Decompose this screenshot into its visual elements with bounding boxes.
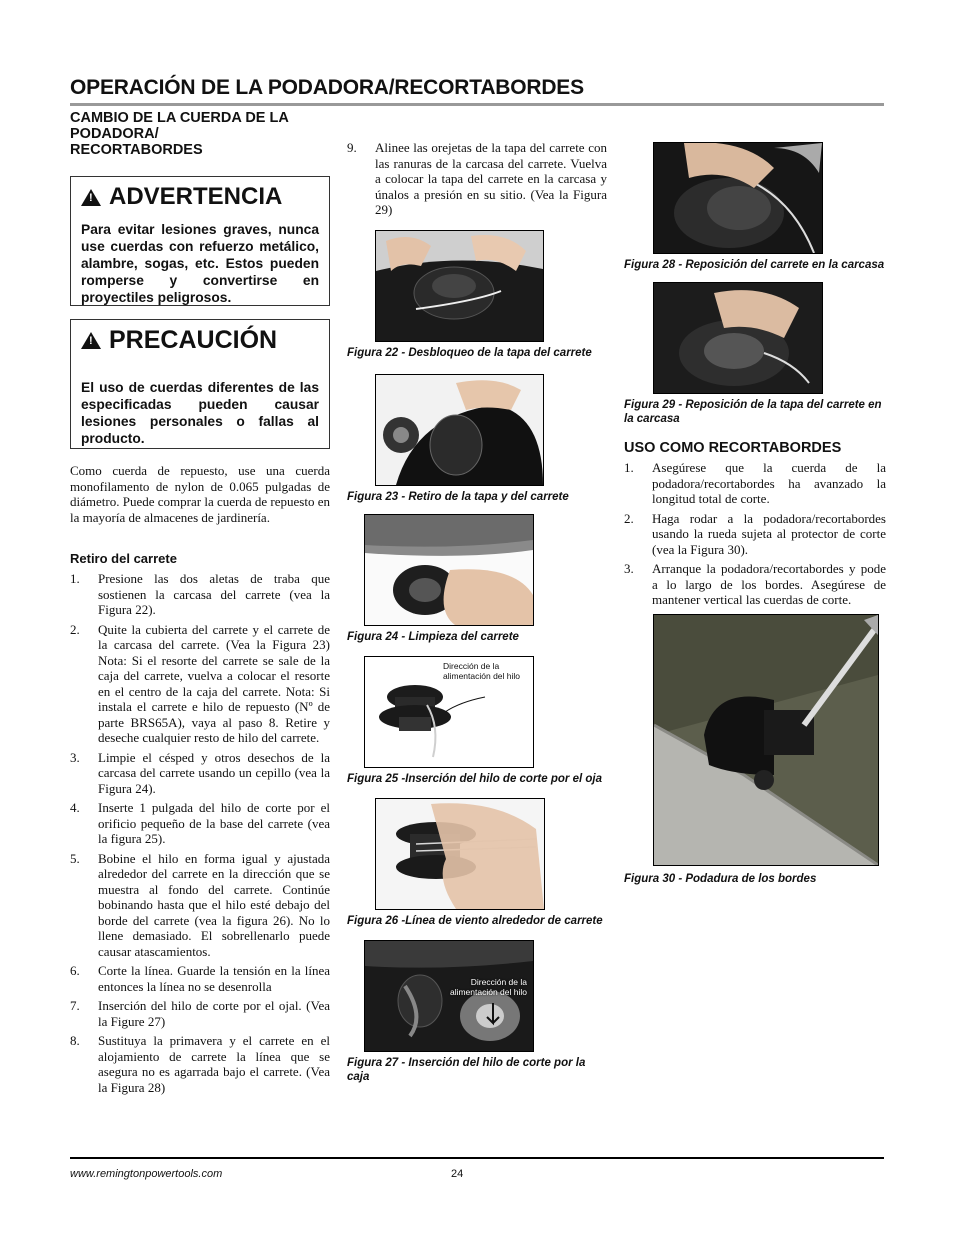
title-rule	[70, 103, 884, 106]
feed-direction-label: Dirección de la alimentación del hilo	[449, 976, 527, 997]
right-column	[624, 140, 886, 886]
feed-direction-label: Dirección de la alimentación del hilo	[443, 660, 521, 681]
page-number: 24	[451, 1168, 464, 1180]
warning-box	[70, 176, 330, 306]
list-item: 5. Bobine el hilo en forma igual y ajustada alrededor del carrete en la dirección que se muestra al fondo del carrete. Continúe bobinando hasta que el hilo esté debajo del borde del carrete (vea la figura 26). No lo llene demasiado. El sobrellenarlo puede causar atascamientos.	[70, 850, 330, 959]
figure-23-image	[375, 374, 544, 486]
uso-heading: USO COMO RECORTABORDES	[624, 440, 842, 456]
footer-url: www.remingtonpowertools.com	[70, 1168, 223, 1180]
line-winding-illustration	[376, 799, 544, 909]
figure-28-image	[653, 142, 823, 254]
list-item: 4. Inserte 1 pulgada del hilo de corte por el orificio pequeño de la base del carrete (vea la figura 25).	[70, 800, 330, 846]
list-item: 2. Quite la cubierta del carrete y el carrete de la carcasa del carrete. (Vea la Figura 23) Nota: Si el resorte del carrete se sale de la caja del carrete, vuelva a colocar el resorte en el centro de la caja del carrete. Nota: Si instala el carrete e hilo de repuesto (Nº de parte BRS65A), vaya al paso 8. Retire y deseche cualquier resto de hilo del carrete.	[70, 621, 330, 745]
list-item: 2. Haga rodar a la podadora/recortabordes usando la rueda sujeta al protector de corte (vea la Figura 30).	[624, 510, 886, 557]
figure-24-caption: Figura 24 - Limpieza del carrete	[347, 630, 519, 643]
caution-text: El uso de cuerdas diferentes de las especificadas pueden causar lesiones personales o fallas al producto.	[81, 380, 319, 446]
cap-reposition-illustration	[654, 283, 822, 393]
section-subheading: CAMBIO DE LA CUERDA DE LA PODADORA/ RECORTABORDES	[70, 110, 289, 158]
edging-illustration	[654, 615, 878, 865]
intro-paragraph: Como cuerda de repuesto, use una cuerda monofilamento de nylon de 0.065 pulgadas de diámetro. Puede comprar la cuerda de repuesto en la mayoría de almacenes de jardinería.	[70, 463, 330, 525]
figure-24-image	[364, 514, 534, 626]
caution-box	[70, 319, 330, 449]
middle-column	[347, 140, 607, 1084]
retiro-steps	[70, 571, 330, 1095]
caution-title: PRECAUCIÓN	[109, 326, 278, 354]
figure-28-caption: Figura 28 - Reposición del carrete en la carcasa	[624, 259, 885, 271]
caution-icon: !	[81, 332, 101, 349]
left-column	[70, 110, 330, 1099]
figure-26-image	[375, 798, 545, 910]
list-item: 3. Limpie el césped y otros desechos de la carcasa del carrete usando un cepillo (vea la Figura 24).	[70, 749, 330, 796]
page-title: OPERACIÓN DE LA PODADORA/RECORTABORDES	[70, 76, 584, 99]
list-item: 7. Inserción del hilo de corte por el ojal. (Vea la Figure 27)	[70, 998, 330, 1029]
list-item: 8. Sustituya la primavera y el carrete en el alojamiento de carrete la línea que se asegura no es agarrada bajo el carrete. (Vea la Figura 28)	[70, 1033, 330, 1095]
spool-cap-illustration	[376, 231, 543, 341]
footer-rule	[70, 1157, 884, 1159]
list-item: 1. Presione las dos aletas de traba que sostienen la carcasa del carrete (vea la Figura 22).	[70, 571, 330, 617]
retiro-heading: Retiro del carrete	[70, 551, 177, 566]
spool-removal-illustration	[376, 375, 543, 485]
list-item: 9. Alinee las orejetas de la tapa del carrete con las ranuras de la carcasa del carrete. Vuelva a colocar la tapa del carrete en la carcasa y únalos a presión en su sitio. (Vea la Figura 29)	[347, 140, 607, 217]
figure-22-caption: Figura 22 - Desbloqueo de la tapa del carrete	[347, 346, 592, 359]
figure-30-image	[653, 614, 879, 866]
cleaning-brush-illustration	[365, 515, 533, 625]
spool-reposition-illustration	[654, 143, 822, 253]
figure-27-image	[364, 940, 534, 1052]
warning-title: ADVERTENCIA	[109, 183, 283, 210]
figure-25-caption: Figura 25 -Inserción del hilo de corte por el oja	[347, 772, 602, 785]
figure-29-image	[653, 282, 823, 394]
list-item: 1. Asegúrese que la cuerda de la podadora/recortabordes ha avanzado la longitud total de corte.	[624, 460, 886, 506]
uso-steps	[624, 460, 886, 608]
list-item: 6. Corte la línea. Guarde la tensión en la línea entonces la línea no se desenrolla	[70, 963, 330, 994]
figure-27-caption: Figura 27 - Inserción del hilo de corte por la caja	[347, 1056, 586, 1083]
figure-26-caption: Figura 26 -Línea de viento alrededor de carrete	[347, 914, 603, 927]
warning-text: Para evitar lesiones graves, nunca use cuerdas con refuerzo metálico, alambre, sogas, etc. Estos pueden romperse y convertirse en proyectiles peligrosos.	[81, 222, 319, 305]
figure-22-image	[375, 230, 544, 342]
list-item: 3. Arranque la podadora/recortabordes y pode a lo largo de los bordes. Asegúrese de mantener vertical las cuerdas de corte.	[624, 561, 886, 607]
step-9	[347, 140, 607, 218]
figure-29-caption: Figura 29 - Reposición de la tapa del carrete en la carcasa	[624, 399, 882, 425]
warning-icon: !	[81, 189, 101, 206]
figure-23-caption: Figura 23 - Retiro de la tapa y del carrete	[347, 490, 569, 503]
figure-30-caption: Figura 30 - Podadura de los bordes	[624, 872, 817, 885]
figure-25-image	[364, 656, 534, 768]
